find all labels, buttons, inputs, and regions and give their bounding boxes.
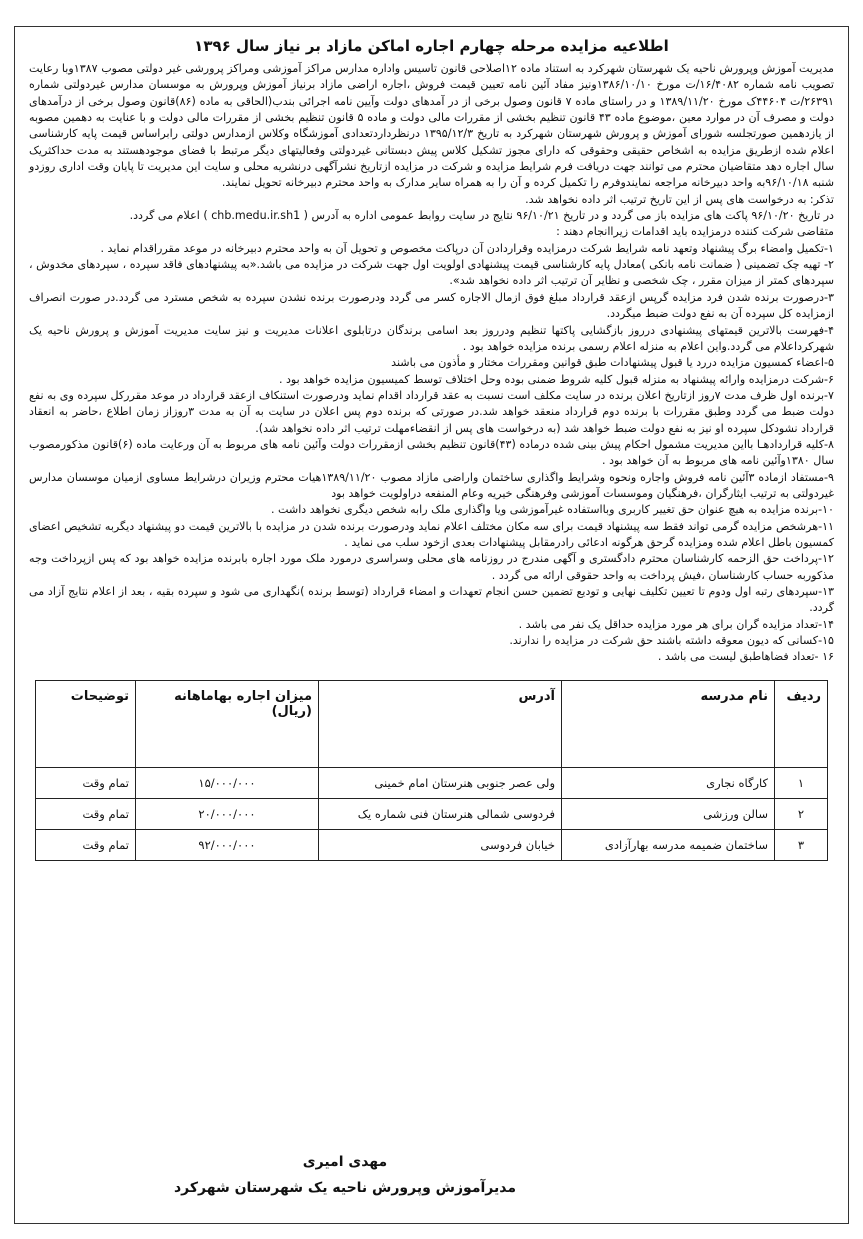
cell-description: تمام وقت: [36, 767, 136, 798]
column-header-address: آدرس: [319, 680, 562, 767]
cell-description: تمام وقت: [36, 829, 136, 860]
column-header-row-number: ردیف: [775, 680, 828, 767]
condition-item: ۷-برنده اول ظرف مدت ۷روز ازتاریخ اعلان برنده در سایت مکلف است نسبت به عقد قرارداد اقدام نماید ودرصورت استنکاف ازعقد قرارداد در موعد مقررکل سپرده وی به نفع دولت ضبط می گردد وطبق مقررات با برنده دوم قرارداد منعقد خواهد شد.در صورتی که برنده دوم پس اعلان در سایت به آن به مدت ۳روزاز زمان اطلاع ،حاضر به انعقاد قرارداد نشودکل سپرده او نیز به نفع دولت ضبط خواهد شد (به درخواست های پس از انقضاءمهلت ترتیب اثر داده نخواهد شد).: [29, 388, 835, 435]
condition-item: ۱۵-کسانی که دیون معوقه داشته باشند حق شرکت در مزایده را ندارند.: [509, 634, 834, 648]
cell-address: فردوسی شمالی هنرستان فنی شماره یک: [319, 798, 562, 829]
condition-item: ۴-فهرست بالاترین قیمتهای پیشنهادی درروز بازگشایی پاکتها تنظیم ودرروز بعد اسامی برندگان درتابلوی اعلانات مدیریت و نیز سایت مدیریت آموزش و پرورش ناحیه یک شهرکرداعلام می گردد.واین اعلام به منزله اعلام رسمی برنده مزایده خواهد بود .: [29, 323, 834, 353]
cell-school-name: ساختمان ضمیمه مدرسه بهارآزادی: [562, 829, 775, 860]
properties-table: [35, 680, 828, 861]
paragraph-dates: در تاریخ ۹۶/۱۰/۲۰ پاکت های مزایده باز می گردد و در تاریخ ۹۶/۱۰/۲۱ نتایج در سایت روابط عمومی اداره به آدرس ( chb.medu.ir.sh1 ) اعلام می گردد.: [129, 209, 834, 223]
condition-item: ۱-تکمیل وامضاء برگ پیشنهاد وتعهد نامه شرایط شرکت درمزایده وقراردادن آن درپاکت مخصوص و تحویل آن به واحد محترم دبیرخانه در موعد مقرراقدام نماید .: [100, 241, 834, 255]
condition-item: ۲- تهیه چک تضمینی ( ضمانت نامه بانکی )معادل پایه کارشناسی قیمت پیشنهادی اولویت اول جهت شرکت در مزایده می باشد.«به پیشنهادهای فاقد سپرده ، سپردهای مخدوش ، سپردهای کمتر از میزان مقرر ، چک شخصی و نظایر آن ترتیب اثر داده نخواهد شد».: [29, 258, 834, 288]
condition-item: ۶-شرکت درمزایده وارائه پیشنهاد به منزله قبول کلیه شروط ضمنی بوده وحل اختلاف توسط کمیسیون مزایده خواهد بود .: [278, 372, 834, 386]
signatory-name: مهدی امیری: [302, 1154, 388, 1170]
cell-monthly-rent: ۲۰/۰۰۰/۰۰۰: [136, 798, 319, 829]
paragraph-intro: مدیریت آموزش وپرورش ناحیه یک شهرستان شهرکرد به استناد ماده ۱۲اصلاحی قانون تاسیس واداره مدارس مراکز آموزشی ومراکز پرورشی غیر دولتی مصوب ۱۳۸۷وبا رعایت تصویب نامه شماره ۱۶/۴۰۸۲/ت مورخ ۱۳۸۶/۱۰/۱۰ونیز مفاد آئین نامه تعیین قیمت فروش ،اجاره اراضی مازاد برنیاز آموزش وپرورش به موسسان مدارس غیردولتی شماره ۲۶۳۹۱/ت ۴۴۶۰۴ک مورخ ۱۳۸۹/۱۱/۲۰ و در راستای ماده ۷ قانون وصول برخی از در آمدهای دولت وآیین نامه اجرائی بندب(الحاقی به ماده (۸۶)قانون وصول برخی از درآمدهای دولت و مصرف آن در موارد معین ،موضوع ماده ۴۳ قانون تنظیم بخشی از مقررات مالی دولت و ماده ۵ قانون تنظیم بخشی از مقررات مالی دولت و با عنایت به دهمین مصوبه از یازدهمین صورتجلسه شورای آموزش و پرورش شهرستان شهرکرد به تاریخ ۱۳۹۵/۱۲/۳ درنظرداردتعدادی آموزشگاه وکلاس ازمدارس دولتی رابراساس قیمت پایه کارشناسی اعلام شده ازطریق مزایده به اشخاص حقیقی وحقوقی که دارای مجوز تشکیل کلاس پیش دبستانی غیردولتی وفعالیتهای دیگر مرتبط با فضای موجودهستند به مدت حداکثریک سال اجاره دهد متقاضیان محترم می توانند جهت دریافت فرم شرایط مزایده و شرکت در مزایده ازتاریخ نشرآگهی درنشریه محلی و سایت این مدیریت تا پایان وقت اداری روزدو شنبه ۹۶/۱۰/۱۸به واحد دبیرخانه مراجعه نمایندوفرم را تکمیل کرده و آن را به همراه سایر مدارک به واحد محترم دبیرخانه تحویل نمایند.: [29, 62, 834, 190]
condition-item: ۱۴-تعداد مزایده گران برای هر مورد مزایده حداقل یک نفر می باشد .: [518, 617, 834, 631]
condition-item: ۱۲-پرداخت حق الزحمه کارشناسان محترم دادگستری و آگهی مندرج در روزنامه های محلی وسراسری درمورد ملک مورد اجاره بابرنده مزایده خواهد بود که پس ازپرداخت وجه مذکوربه حساب کارشناسان ،فیش پرداخت به واحد حقوقی ارائه می گردد .: [29, 552, 834, 582]
cell-address: خیابان فردوسی: [319, 829, 562, 860]
condition-item: ۵-اعضاء کمسیون مزایده دررد یا قبول پیشنهادات طبق قوانین ومقررات مختار و مأذون می باشند: [391, 356, 834, 370]
table-row: [36, 767, 828, 798]
properties-table-wrapper: [29, 680, 834, 861]
table-header-row: [36, 680, 828, 767]
cell-description: تمام وقت: [36, 798, 136, 829]
condition-item: ۱۳-سپردهای رتبه اول ودوم تا تعیین تکلیف نهایی و تودیع تضمین حسن انجام تعهدات و امضاء قرارداد (توسط برنده )نگهداری می شود و سپرده بقیه ، بعد از اعلام نتایج آزاد می گردد.: [29, 585, 834, 615]
condition-item: ۱۶ -تعداد فضاهاطبق لیست می باشد .: [657, 650, 834, 664]
condition-item: ۹-مستفاد ازماده ۳آئین نامه فروش واجاره ونحوه وشرایط واگذاری ساختمان واراضی مازاد مصوب ۱۳۸۹/۱۱/۲۰هیات محترم وزیران درشرایط مساوی ازمیان موسسان مدارس غیردولتی به ترتیب ایثارگران ،فرهنگیان وموسسات آموزشی وفرهنگی خیریه وعام المنفعه دراولویت خواهد بود: [29, 470, 834, 500]
signature-block: [15, 1149, 675, 1201]
signatory-title: مدیرآموزش وپرورش ناحیه یک شهرستان شهرکرد: [173, 1180, 517, 1196]
condition-item: ۸-کلیه قراردادهـا بااین مدیریت مشمول احکام پیش بینی شده درماده (۴۳)قانون تنظیم بخشی ازمقررات دولت وآئین نامه های مربوط به آن ورعایت ماده (۶)قانون مذکورمصوب سال ۱۳۸۰وآئین نامه های مربوط به آن خواهد بود .: [29, 437, 834, 468]
cell-school-name: کارگاه نجاری: [562, 767, 775, 798]
paragraph-requirements: متقاضی شرکت کننده درمزایده باید اقدامات زیراانجام دهند :: [556, 225, 834, 239]
notice-document: [14, 26, 849, 1224]
paragraph-note: تذکر: به درخواست های پس از این تاریخ ترتیب اثر داده نخواهد شد.: [525, 192, 834, 206]
cell-address: ولی عصر جنوبی هنرستان امام خمینی: [319, 767, 562, 798]
notice-title: اطلاعیه مزایده مرحله چهارم اجاره اماکن مازاد بر نیاز سال ۱۳۹۶: [194, 37, 669, 55]
cell-monthly-rent: ۹۲/۰۰۰/۰۰۰: [136, 829, 319, 860]
condition-item: ۱۰-برنده مزایده به هیچ عنوان حق تغییر کاربری وبااستفاده غیرآموزشی ویا واگذاری ملک رابه شخص دیگری نخواهد داشت .: [270, 503, 834, 517]
cell-row-number: ۲: [775, 798, 828, 829]
column-header-monthly-rent: میزان اجاره بهاماهانه (ریال): [136, 680, 319, 767]
table-row: [36, 829, 828, 860]
condition-item: ۳-درصورت برنده شدن فرد مزایده گرپس ازعقد قرارداد مبلغ فوق ازمال الاجاره کسر می گردد ودرصورت برنده نشدن سپرده به شخص مسترد می گردد.در صورت انصراف ازمزایده کل سپرده آن به نفع دولت ضبط میگردد.: [29, 290, 834, 321]
cell-school-name: سالن ورزشی: [562, 798, 775, 829]
cell-row-number: ۳: [775, 829, 828, 860]
cell-monthly-rent: ۱۵/۰۰۰/۰۰۰: [136, 767, 319, 798]
table-row: [36, 798, 828, 829]
cell-row-number: ۱: [775, 767, 828, 798]
column-header-school-name: نام مدرسه: [562, 680, 775, 767]
condition-item: ۱۱-هرشخص مزایده گرمی تواند فقط سه پیشنهاد قیمت برای سه مکان مختلف اعلام نماید ودرصورت برنده شدن در مزایده با بالاترین قیمت دو پیشنهاد دیگربه تشخیص اعضای کمسیون باطل اعلام شده ومزایده گرحق هرگونه ادعائی رادرمقابل پیشنهادات بعدی ازخود سلب می نماید .: [29, 519, 834, 549]
notice-body: [29, 61, 834, 666]
column-header-description: توضیحات: [36, 680, 136, 767]
